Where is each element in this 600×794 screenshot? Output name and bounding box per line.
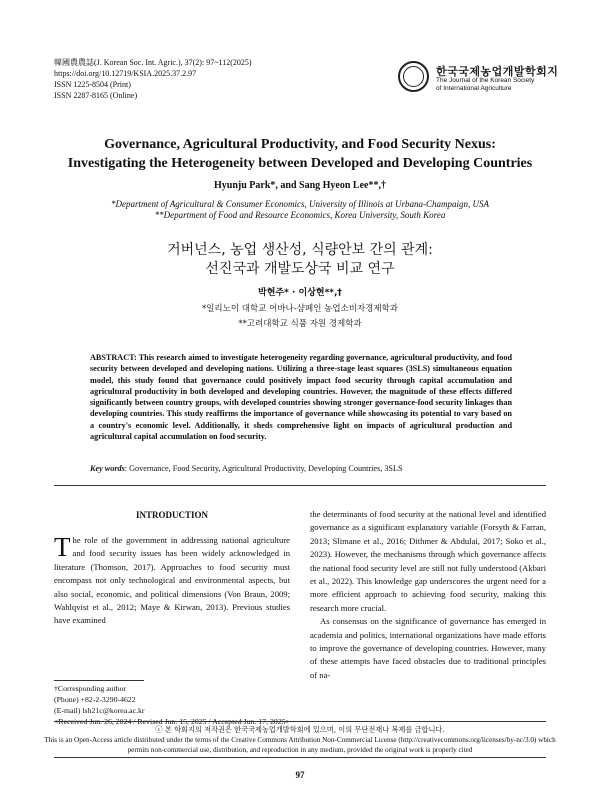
paper-title: Governance, Agricultural Productivity, and Food Security Nexus: Investigating the Heterogeneity between Developed and Developing Countries xyxy=(67,137,533,171)
affiliations: *Department of Agricultural & Consumer Economics, University of Illinois at Urbana-Champaign, USA **Department of Food and Resource Economics, Korea University, South Korea xyxy=(110,199,490,220)
journal-header xyxy=(54,57,252,101)
copyright-korean: ⓒ 본 학회지의 저작권은 한국국제농업개발학회에 있으며, 이의 무단전재나 복제를 금합니다. xyxy=(155,725,445,734)
society-seal-icon xyxy=(398,61,429,92)
left-column xyxy=(54,534,290,628)
issn-print: ISSN 1225-8504 (Print) xyxy=(54,80,131,89)
page-number: 97 xyxy=(295,770,305,780)
authors: Hyunju Park*, and Sang Hyeon Lee**,† xyxy=(214,180,386,191)
korean-title: 거버넌스, 농업 생산성, 식량안보 간의 관계: 선진국과 개발도상국 비교 연구 xyxy=(167,242,433,277)
korean-authors: 박현주* · 이상현**,† xyxy=(258,288,342,298)
logo-korean-name: 한국국제농업개발학회지 xyxy=(436,65,559,78)
license-divider xyxy=(54,721,546,722)
email[interactable]: (E-mail) lsh21c@korea.ac.kr xyxy=(54,706,145,715)
society-logo xyxy=(398,61,559,95)
section-divider xyxy=(54,485,546,486)
footnote-rule xyxy=(54,680,144,681)
logo-english-name: The Journal of the Korean Society of International Agriculture xyxy=(436,77,535,92)
footnote: †Corresponding author (Phone) +82-2-3290-4622 (E-mail) lsh21c@korea.ac.kr <Received Jun. 26, 2024 / Revised Jun. 15, 2025 / Accepted Jun. 17, 2025> xyxy=(54,683,324,727)
korean-affiliations: *일리노이 대학교 어바나-샴페인 농업소비자경제학과 **고려대학교 식품 자원 경제학과 xyxy=(201,304,399,329)
license-note xyxy=(40,725,560,755)
drop-cap: T xyxy=(54,532,71,562)
license-line-2: permits non-commercial use, distribution, and reproduction in any medium, provided the original work is properly cited xyxy=(127,746,473,754)
right-paragraph-1: the determinants of food security at the national level and identified governance as a significant explanatory variable (Forsyth & Farran, 2013; Slimane et al., 2016; Dithmer & Abdulai, 2017; Soko et al., 2023). However, the mechanisms through which governance affects the national food security level are still not fully understood (Akbari et al., 2022). This knowledge gap underscores the urgent need for a more efficient approach to achieving food security, making this research more crucial. xyxy=(310,509,546,613)
keywords: Key words: Governance, Food Security, Agricultural Productivity, Developing Countries, 3SLS xyxy=(90,464,403,473)
issn-online: ISSN 2287-8165 (Online) xyxy=(54,91,138,100)
intro-heading: INTRODUCTION xyxy=(135,510,208,520)
received-dates: <Received Jun. 26, 2024 / Revised Jun. 15, 2025 / Accepted Jun. 17, 2025> xyxy=(54,717,290,726)
doi-link[interactable]: https://doi.org/10.12719/KSIA.2025.37.2.97 xyxy=(54,69,197,78)
intro-paragraph: he role of the government in addressing national agriculture and food security issues has been widely acknowledged in literature (Thomson, 2017). Approaches to food security must encompass not only technological and environmental aspects, but also social, economic, and political dimensions (Von Braun, 2009; Wahlqvist et al., 2012; Maye & Kirwan, 2013). Previous studies have examined xyxy=(54,535,290,626)
abstract: ABSTRACT: This research aimed to investigate heterogeneity regarding governance, agricultural productivity, and food security between developed and developing nations. Utilizing a three-stage least squares (3SLS) simultaneous equation model, this study found that governance could positively impact food security through capital accumulation and agricultural productivity in both developed and developing countries. However, the magnitude of these effects differed significantly between country groups, with developed countries showing stronger governance-food security linkages than developing countries. This study reaffirms the importance of governance while showcasing its potential to vary based on a country's economic level. Additionally, it sheds comprehensive light on impacts of agricultural production and agricultural capital accumulation on food security. xyxy=(90,353,512,442)
right-paragraph-2: As consensus on the significance of governance has emerged in academia and politics, international organizations have made efforts to improve the governance of developing countries. However, many of these attempts have faced obstacles due to traditional principles of na- xyxy=(310,616,546,680)
journal-citation: 韓國農農誌(J. Korean Soc. Int. Agric.), 37(2): 97~112(2025) xyxy=(54,58,252,67)
license-line-1: This is an Open-Access article distributed under the terms of the Creative Commons Attribution Non-Commercial License (http://creativecommons.org/licenses/by-nc/3.0) which xyxy=(44,736,556,744)
license-bottom-rule xyxy=(54,757,546,758)
right-column xyxy=(310,508,546,682)
